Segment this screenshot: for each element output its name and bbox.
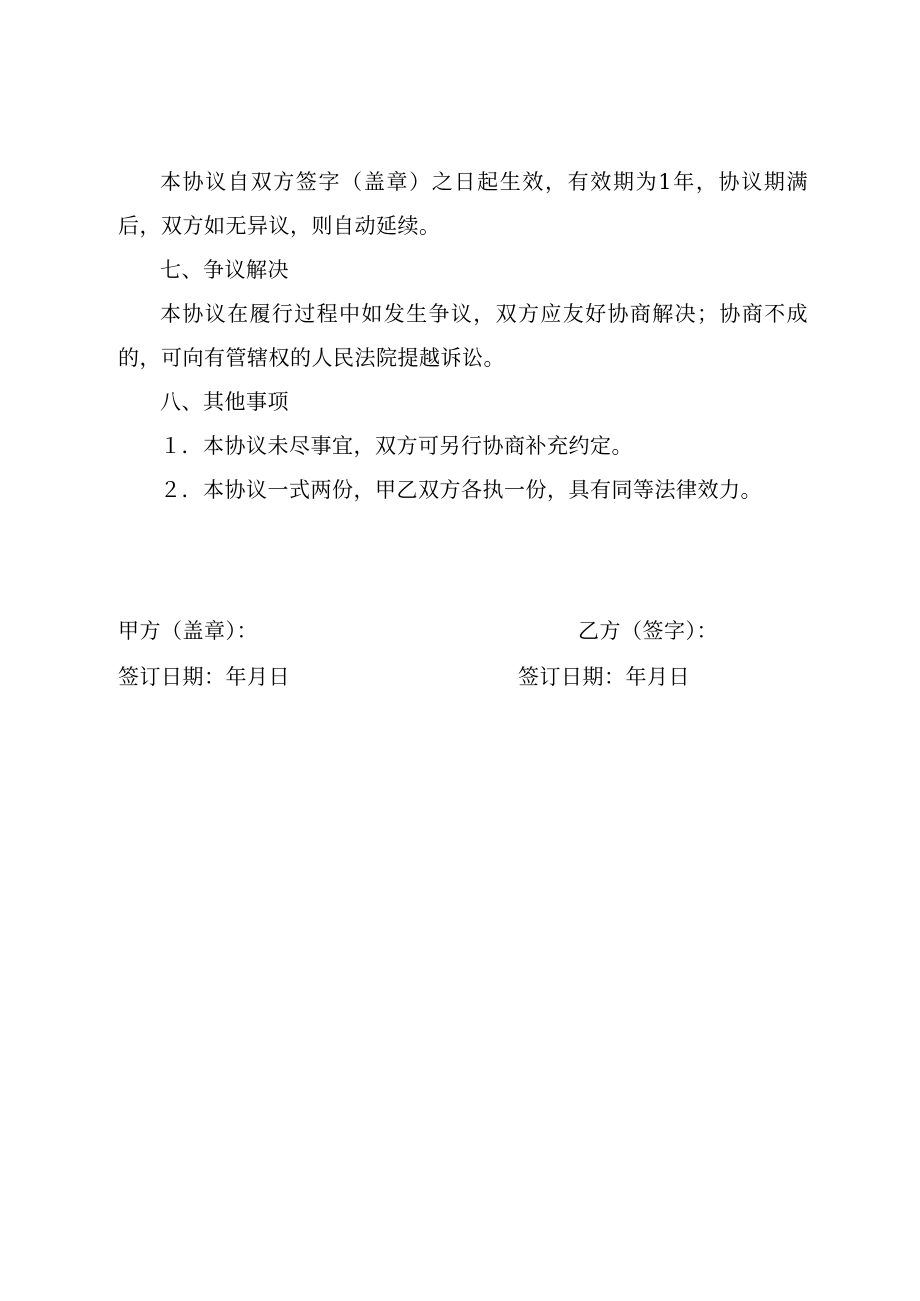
paragraph-dispute-resolution: 本协议在履行过程中如发生争议，双方应友好协商解决；协商不成的，可向有管辖权的人民法院提越诉讼。	[118, 302, 808, 370]
list-item-other-2: ２．本协议一式两份，甲乙双方各执一份，具有同等法律效力。	[160, 478, 762, 502]
party-a-date-label: 签订日期：年月日	[118, 665, 290, 689]
party-b-signature-label: 乙方（签字）：	[578, 619, 718, 643]
party-a-seal-label: 甲方（盖章）：	[118, 619, 258, 643]
party-b-date-label: 签订日期：年月日	[518, 665, 690, 689]
signature-row-parties	[118, 608, 818, 654]
signature-row-dates	[118, 654, 818, 700]
paragraph-effective-period: 本协议自双方签字（盖章）之日起生效，有效期为1年，协议期满后，双方如无异议，则自动延续。	[118, 170, 808, 238]
heading-section-seven: 七、争议解决	[160, 258, 289, 282]
signature-block	[118, 608, 818, 700]
document-body	[118, 160, 808, 512]
list-item-other-1: １．本协议未尽事宜，双方可另行协商补充约定。	[160, 434, 633, 458]
heading-section-eight: 八、其他事项	[160, 390, 289, 414]
